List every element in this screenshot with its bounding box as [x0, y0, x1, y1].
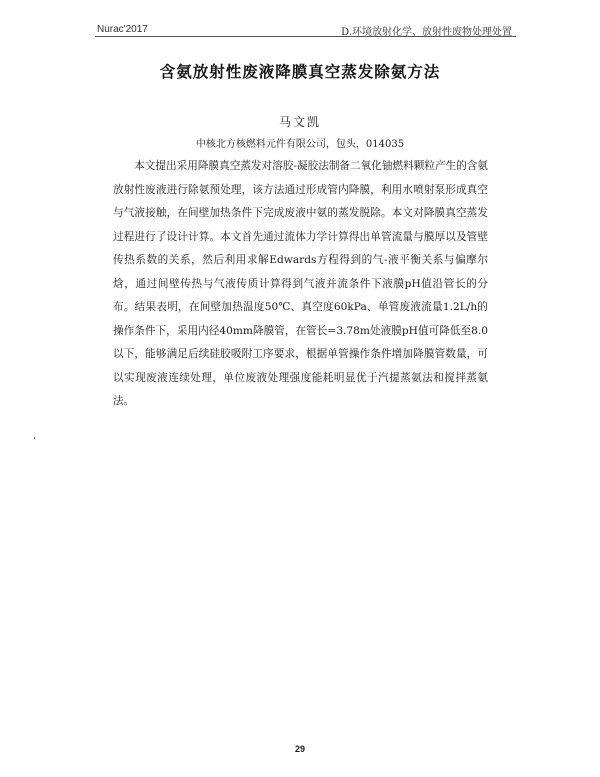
header-divider [95, 36, 516, 37]
author-affiliation: 中核北方核燃料元件有限公司，包头，014035 [195, 139, 405, 150]
section-header-right: D.环境放射化学、放射性废物处理处置 [341, 27, 512, 38]
journal-header-left: Nurac'2017 [97, 24, 148, 35]
abstract-paragraph: 本文提出采用降膜真空蒸发对溶胶-凝胶法制备二氧化铀燃料颗粒产生的含氨放射性废液进行除氨预处理，该方法通过形成管内降膜，利用水喷射泵形成真空与气液接触，在间壁加热条件下完成废液中氨的蒸发脱除。本文对降膜真空蒸发过程进行了设计计算。本文首先通过流体力学计算得出单管流量与膜厚以及管壁传热系数的关系，然后利用求解Edwards方程得到的气-液平衡关系与偏摩尔焓，通过间壁传热与气液传质计算得到气液并流条件下液膜pH值沿管长的分布。结果表明，在间壁加热温度50℃、真空度60kPa、单管废液流量1.2L/h的操作条件下，采用内径40mm降膜管，在管长=3.78m处液膜pH值可降低至8.0以下，能够满足后续硅胶吸附工序要求，根据单管操作条件增加降膜管数量，可以实现废液连续处理，单位废液处理强度能耗明显优于汽提蒸氨法和搅拌蒸氨法。 [113, 160, 488, 407]
author-name: 马文凯 [278, 115, 321, 129]
page-number: 29 [294, 744, 305, 754]
paper-title: 含氨放射性废液降膜真空蒸发除氨方法 [159, 63, 441, 81]
scan-speck [34, 437, 35, 439]
